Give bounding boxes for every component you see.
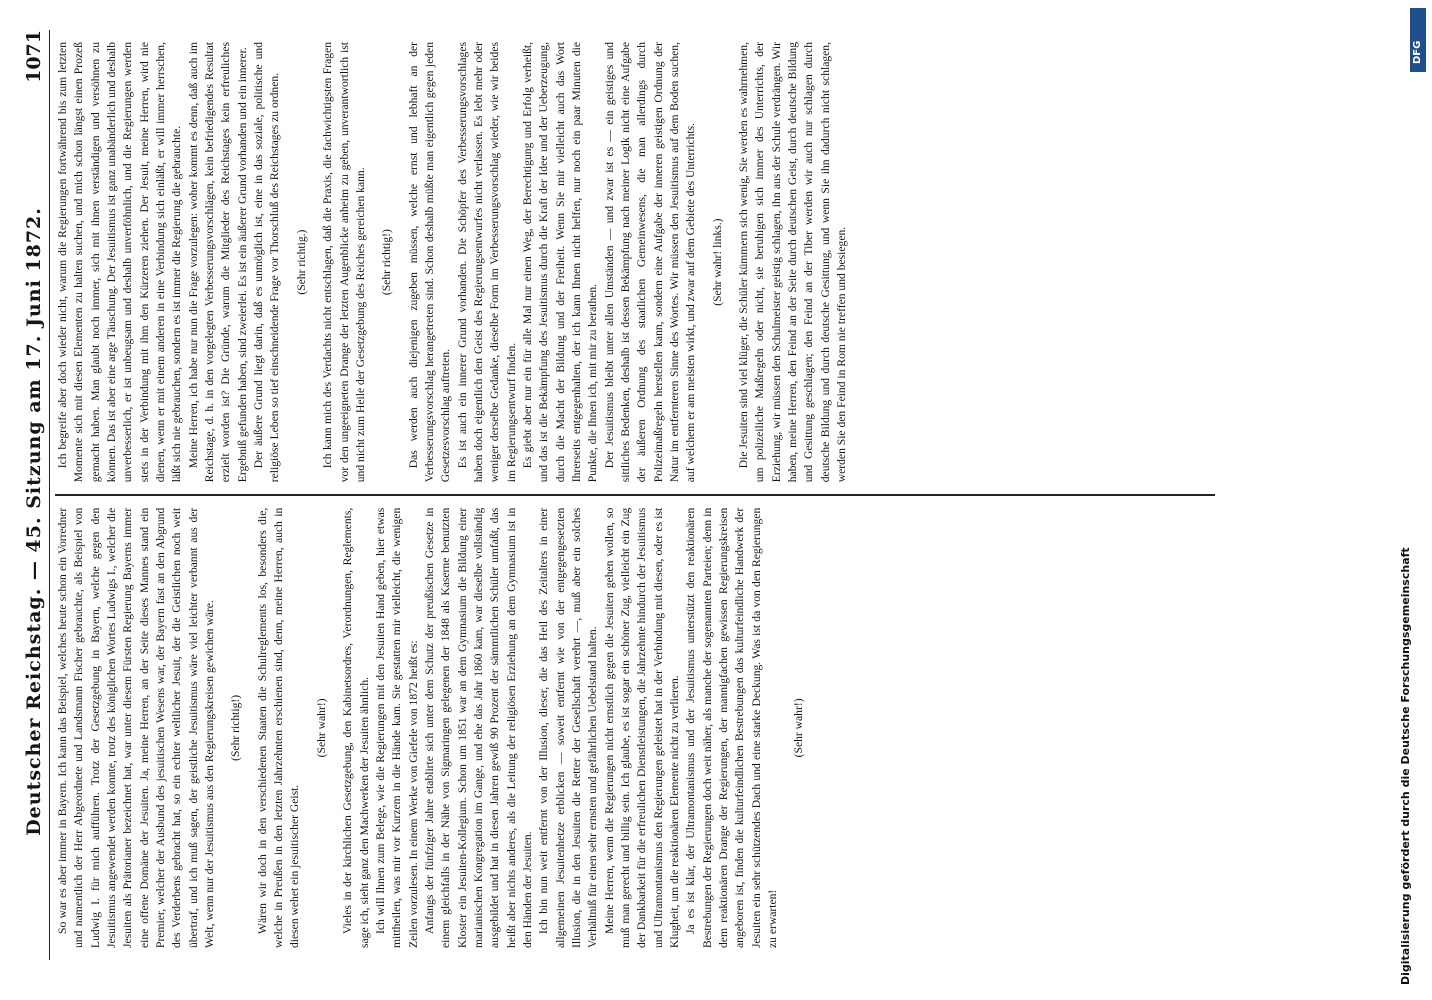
dfg-logo-text: DFG (1412, 40, 1423, 64)
paragraph: Vieles in der kirchlichen Gesetzgebung, den Kabinetsordres, Verordnungen, Reglements, sage ich, sieht ganz den Machwerken der Jesuiten ähnlich. (341, 507, 371, 948)
paragraph: Meine Herren, wenn die Regierungen nicht ernstlich gegen die Jesuiten gehen wollen, so muß man gerecht und billig sein. Ich glaube, es ist sogar ein schöner Zug, vielleicht ein Zug der Dankbarkeit für die erfreulichen Dienstleistungen, die Jahrzehnte hindurch der Jesuitismus und Ultramontanismus den Regierungen geleistet hat in der Verbindung mit diesen, oder es ist Klugheit, um die reaktionären Elemente nicht zu verlieren. (602, 507, 682, 948)
paragraph: Ich kann mich des Verdachts nicht entschlagen, daß die Praxis, die fachwichtigsten Fragen vor den ungeeigneten Drange der letzten Augenblicke anheim zu geben, unverantwortlich ist und nicht zum Heile der Gesetzgebung des Reiches gereichen kann. (321, 42, 367, 483)
interjection: (Sehr richtig!) (229, 694, 243, 761)
paragraph: Das werden auch diejenigen zugeben müssen, welche ernst und lebhaft an der Verbesserungsvorschlag herangetreten sind. Schon deshalb müßte man eigentlich gegen jeden Gesetzesvorschlag auftreten. (406, 42, 453, 483)
paragraph: Meine Herren, ich habe nur nun die Frage vorzulegen: woher kommt es denn, daß auch im Reichstage, d. h. in den vorgelegten Verbesserungsvorschlägen, kein befriedigendes Resultat erzielt worden ist? Die Gründe, warum die Mitglieder des Reichstages kein erfreuliches Ergebniß gefunden haben, sind zweierlei. Es ist ein äußerer Grund vorhanden und ein innerer. (186, 42, 249, 483)
paragraph: Wären wir doch in den verschiedenen Staaten die Schulreglements los, besonders die, welche in Preußen in den letzten Jahrzehnten erschienen sind, denn, meine Herren, auch in diesen wehet ein jesuitischer Geist. (255, 507, 302, 948)
interjection: (Sehr wahr!) (792, 698, 806, 758)
text-columns (55, 30, 1215, 960)
page-header (11, 30, 50, 960)
interjection: (Sehr richtig.) (294, 229, 308, 295)
right-column (55, 30, 1215, 494)
paragraph: Der äußere Grund liegt darin, daß es unmöglich ist, eine in das soziale, politische und religiöse Leben so tief einschneidende Frage vor Thorschluß des Reichstages zu ordnen. (252, 42, 282, 483)
header-title: Deutscher Reichstag. — 45. Sitzung am 17. Juni 1872. (23, 207, 45, 836)
interjection: (Sehr wahr! links.) (710, 218, 724, 306)
left-column (55, 496, 1215, 960)
funding-note: Digitalisierung gefördert durch die Deutsche Forschungsgemeinschaft (1399, 547, 1412, 985)
paragraph: Ja es ist klar, der Ultramontanismus und der Jesuitismus unterstützt den reaktionären Bestrebungen der Regierungen doch weit näher, als manche der sogenannten Parteien; denn in dem reaktionären Drange der Regierungen, der mannigfachen gewissen Regierungskreisen angeboren ist, finden die kulturfeindlichen Bestrebungen das kulturfeindliche Handwerk der Jesuiten ein sehr schützendes Dach und eine starke Deckung. Was ist da von den Regierungen zu erwarten! (684, 507, 780, 948)
paragraph: Anfangs der fünfziger Jahre etablirte sich unter dem Schutz der preußischen Gesetze in einem gleichfalls in der Nähe von Sigmaringen gelegenen der 1848 als Kaserne benutzten Kloster ein Jesuiten-Kollegium. Schon um 1851 war an dem Gymnasium die Bildung einer marianischen Kongregation im Gange, und ehe das Jahr 1860 kam, war dieselbe vollständig ausgebildet und hat in diesen Jahren gewiß 90 Prozent der sämmtlichen Schüler umfaßt, das heißt aber nichts anderes, als die Leitung der religiösen Erziehung an dem Gymnasium ist in den Händen der Jesuiten. (422, 507, 534, 948)
interjection: (Sehr wahr!) (314, 698, 328, 758)
paragraph: So war es aber immer in Bayern. Ich kann das Beispiel, welches heute schon ein Vorredner und namentlich der Herr Abgeordnete und Landsmann Fischer gebrauchte, als Beispiel von Ludwig I. für mich aufführen. Trotz der Gesetzgebung in Bayern, welche gegen den Jesuitismus angewendet werden konnte, trotz des königlichen Wortes Ludwigs I., welcher die Jesuiten als Prätorianer bezeichnet hat, war unter diesem Fürsten Regierung Bayerns immer eine offene Domäne der Jesuiten. Ja, meine Herren, an der Seite dieses Mannes stand ein Premier, welcher der Ausbund des jesuitischen Wesens war, der Bayern fast an den Abgrund des Verderbens gebracht hat, so ein echter weltlicher Jesuit, der die Geistlichen noch weit übertraf, und ich muß sagen, der geistliche Jesuitismus wäre viel leichter verbannt aus der Welt, wenn nur der Jesuitismus aus den Regierungskreisen gewichen wäre. (56, 507, 217, 948)
paragraph: Die Jesuiten sind viel klüger, die Schüler kümmern sich wenig, Sie werden es wahrnehmen, um polizeiliche Maßregeln oder nicht, sie beruhigen sich immer des Unterrichts, der Erziehung, wir müssen den Schulmeister geistig schlagen, ihn aus der Schule verdrängen. Wir haben, meine Herren, den Feind an der Seite durch deutschen Geist, durch deutsche Bildung und Gesittung geschlagen; den Feind an der Tiber werden wir auch nur schlagen durch deutsche Bildung und durch deutsche Gesittung, und wenn Sie ihn dadurch nicht schlagen, werden Sie den Feind in Rom nie treffen und besiegen. (737, 42, 849, 483)
paragraph: Der Jesuitismus bleibt unter allen Umständen — und zwar ist es — ein geistiges und sittliches Bedenken, deshalb ist dessen Bekämpfung nach meiner Logik nicht eine Aufgabe der äußeren Ordnung des staatlichen Gemeinwesens, die man allerdings durch Polizeimaßregeln herstellen kann, sondern eine Aufgabe der inneren geistigen Ordnung der Natur im entfernteren Sinne des Wortes. Wir müssen den Jesuitismus auf dem Boden suchen, auf welchem er am meisten wirkt, und zwar auf dem Gebiete des Unterrichts. (602, 42, 698, 483)
paragraph: Ich begreife aber doch wieder nicht, warum die Regierungen fortwährend bis zum letzten Momente sich mit diesen Elementen zu halten suchen, und mich schon längst einen Prozeß gemacht haben. Man glaubt noch immer, sich mit ihnen verständigen und versöhnen zu können. Das ist aber eine arge Täuschung. Der Jesuitismus ist ganz unabänderlich und deshalb unverbesserlich, er ist unbeugsam und deshalb unverföhnlich, und die Regierungen werden stets in der Verbindung mit ihm den Kürzeren ziehen. Der Jesuit, meine Herren, wird nie dienen, wenn er mit einem anderen in eine Verbindung sich einläßt, er will immer herrschen, läßt sich nie gebrauchen, sondern es ist immer die Regierung die gebrauchte. (56, 42, 184, 483)
column-divider (55, 494, 1215, 496)
paragraph: Ich bin nun weit entfernt von der Illusion, dieser, die das Heil des Zeitalters in einer allgemeinen Jesuitenhetze erblicken — soweit entfernt wie von der entgegengesetzten Illusion, die in den Jesuiten die Retter der Gesellschaft verehrt —, muß aber ein solches Verhältniß für einen sehr ernsten und gefährlichen Uebelstand halten. (537, 507, 600, 948)
paragraph: Es giebt aber nur ein für alle Mal nur einen Weg, der Berechtigung und Erfolg verheißt, und das ist die Bekämpfung des Jesuitismus durch die Kraft der Idee und der Ueberzeugung, durch die Macht der Bildung und der Freiheit. Wenn Sie mir vielleicht auch das Wort Ihrerseits entgegenhalten, der ich kann Ihnen nicht helfen, nur noch ein paar Minuten die Punkte, die Ihnen ich, mit mir zu berathen. (520, 42, 600, 483)
page-number: 1071 (23, 30, 45, 83)
dfg-logo (1410, 8, 1426, 72)
interjection: (Sehr richtig!) (380, 229, 394, 296)
paragraph: Ich will Ihnen zum Belege, wie die Regierungen mit den Jesuiten Hand geben, hier etwas mittheilen, was mir vor Kurzem in die Hände kam. Sie gestatten mir vielleicht, die wenigen Zeilen vorzulesen. In einem Werke von Giefele von 1872 heißt es: (373, 507, 420, 948)
paragraph: Es ist auch ein innerer Grund vorhanden. Die Schöpfer des Verbesserungsvorschlages haben doch eigentlich den Geist des Regierungsentwurfes nicht verlassen. Es lebt mehr oder weniger derselbe Gedanke, dieselbe Form im Verbesserungsvorschlag wieder, wie wir beides im Regierungsentwurf finden. (455, 42, 518, 483)
